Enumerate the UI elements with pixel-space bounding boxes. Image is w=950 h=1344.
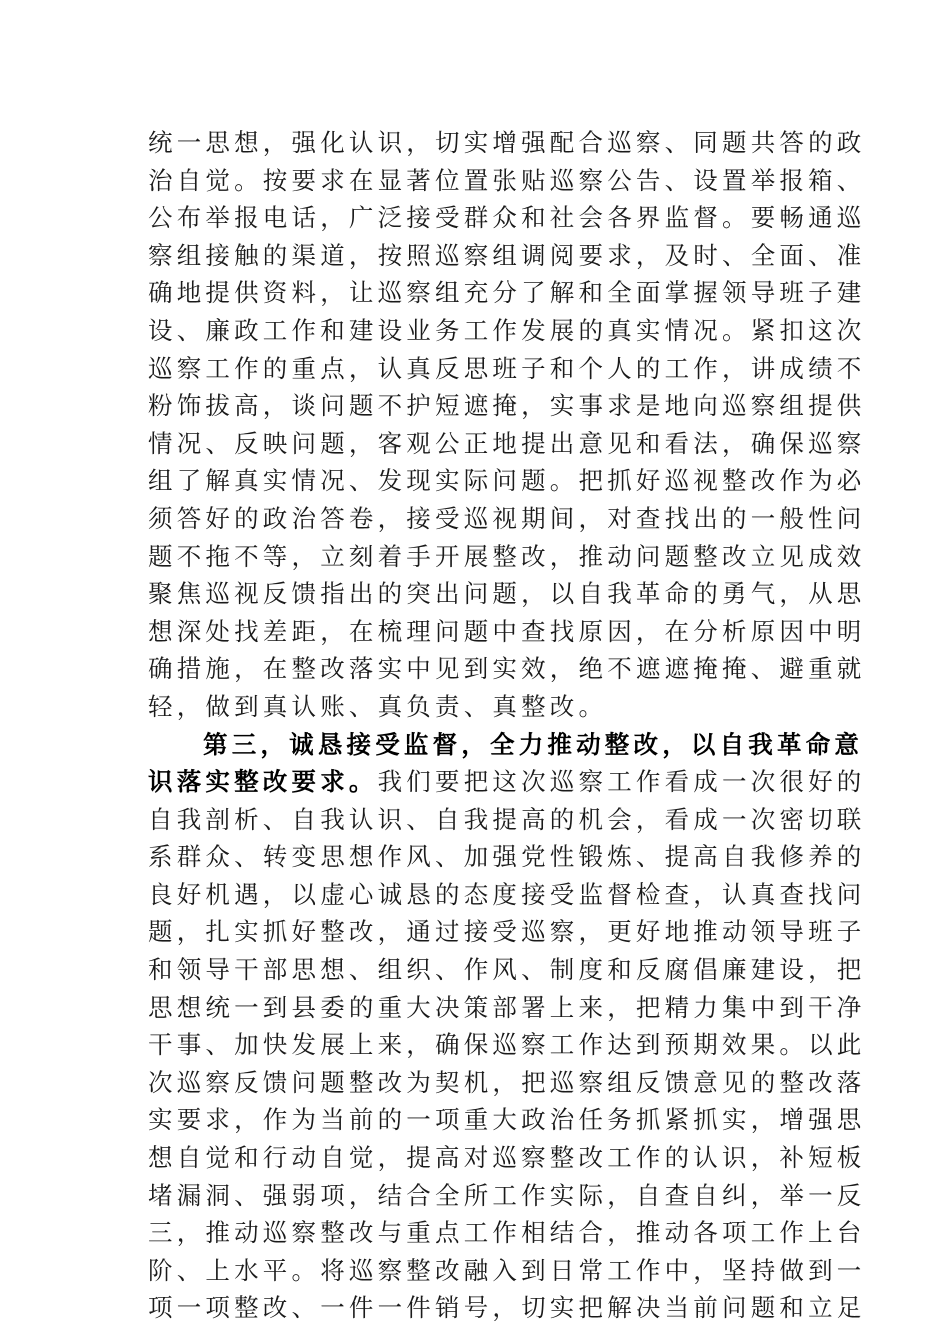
text-line: 确措施，在整改落实中见到实效，绝不遮遮掩掩、避重就 bbox=[148, 654, 866, 684]
text-line: 想自觉和行动自觉，提高对巡察整改工作的认识，补短板 bbox=[148, 1143, 866, 1173]
text-line: 公布举报电话，广泛接受群众和社会各界监督。要畅通巡 bbox=[148, 203, 866, 233]
section-heading-line-1: 第三，诚恳接受监督，全力推动整改，以自我革命意 bbox=[203, 729, 864, 759]
text-line: 干事、加快发展上来，确保巡察工作达到预期效果。以此 bbox=[148, 1030, 866, 1060]
text-line: 组了解真实情况、发现实际问题。把抓好巡视整改作为必 bbox=[148, 466, 866, 496]
text-line: 轻，做到真认账、真负责、真整改。 bbox=[148, 691, 608, 721]
text-line: 设、廉政工作和建设业务工作发展的真实情况。紧扣这次 bbox=[148, 315, 866, 345]
text-line: 题，扎实抓好整改，通过接受巡察，更好地推动领导班子 bbox=[148, 917, 866, 947]
text-line: 和领导干部思想、组织、作风、制度和反腐倡廉建设，把 bbox=[148, 955, 866, 985]
paragraph-2 bbox=[148, 726, 866, 1328]
text-line: 思想统一到县委的重大决策部署上来，把精力集中到干净 bbox=[148, 992, 866, 1022]
text-line: 良好机遇，以虚心诚恳的态度接受监督检查，认真查找问 bbox=[148, 879, 866, 909]
text-line: 粉饰拔高，谈问题不护短遮掩，实事求是地向巡察组提供 bbox=[148, 391, 866, 421]
text-line: 情况、反映问题，客观公正地提出意见和看法，确保巡察 bbox=[148, 428, 866, 458]
text-line: 阶、上水平。将巡察整改融入到日常工作中，坚持做到一 bbox=[148, 1255, 866, 1285]
text-line: 治自觉。按要求在显著位置张贴巡察公告、设置举报箱、 bbox=[148, 165, 866, 195]
text-line: 确地提供资料，让巡察组充分了解和全面掌握领导班子建 bbox=[148, 278, 866, 308]
text-line: 统一思想，强化认识，切实增强配合巡察、同题共答的政 bbox=[148, 128, 866, 157]
section-heading-tail: 识落实整改要求。 bbox=[148, 767, 378, 797]
text-line: 堵漏洞、强弱项，结合全所工作实际，自查自纠，举一反 bbox=[148, 1180, 866, 1210]
text-line: 想深处找差距，在梳理问题中查找原因，在分析原因中明 bbox=[148, 616, 866, 646]
text-line: 系群众、转变思想作风、加强党性锻炼、提高自我修养的 bbox=[148, 842, 866, 872]
text-line: 次巡察反馈问题整改为契机，把巡察组反馈意见的整改落 bbox=[148, 1067, 866, 1097]
text-line: 聚焦巡视反馈指出的突出问题，以自我革命的勇气，从思 bbox=[148, 579, 866, 609]
paragraph-1 bbox=[148, 124, 866, 726]
text-line: 自我剖析、自我认识、自我提高的机会，看成一次密切联 bbox=[148, 804, 866, 834]
text-line: 巡察工作的重点，认真反思班子和个人的工作，讲成绩不 bbox=[148, 353, 866, 383]
text-run: 我们要把这次巡察工作看成一次很好的 bbox=[377, 767, 866, 797]
text-line: 三，推动巡察整改与重点工作相结合，推动各项工作上台 bbox=[148, 1218, 866, 1248]
document-body bbox=[148, 124, 866, 1327]
text-line: 实要求，作为当前的一项重大政治任务抓紧抓实，增强思 bbox=[148, 1105, 866, 1135]
text-line: 题不拖不等，立刻着手开展整改，推动问题整改立见成效 bbox=[148, 541, 866, 571]
text-line: 须答好的政治答卷，接受巡视期间，对查找出的一般性问 bbox=[148, 503, 866, 533]
section-heading-line-2 bbox=[148, 763, 866, 801]
text-line: 项一项整改、一件一件销号，切实把解决当前问题和立足 bbox=[148, 1293, 866, 1323]
text-line: 察组接触的渠道，按照巡察组调阅要求，及时、全面、准 bbox=[148, 240, 866, 270]
